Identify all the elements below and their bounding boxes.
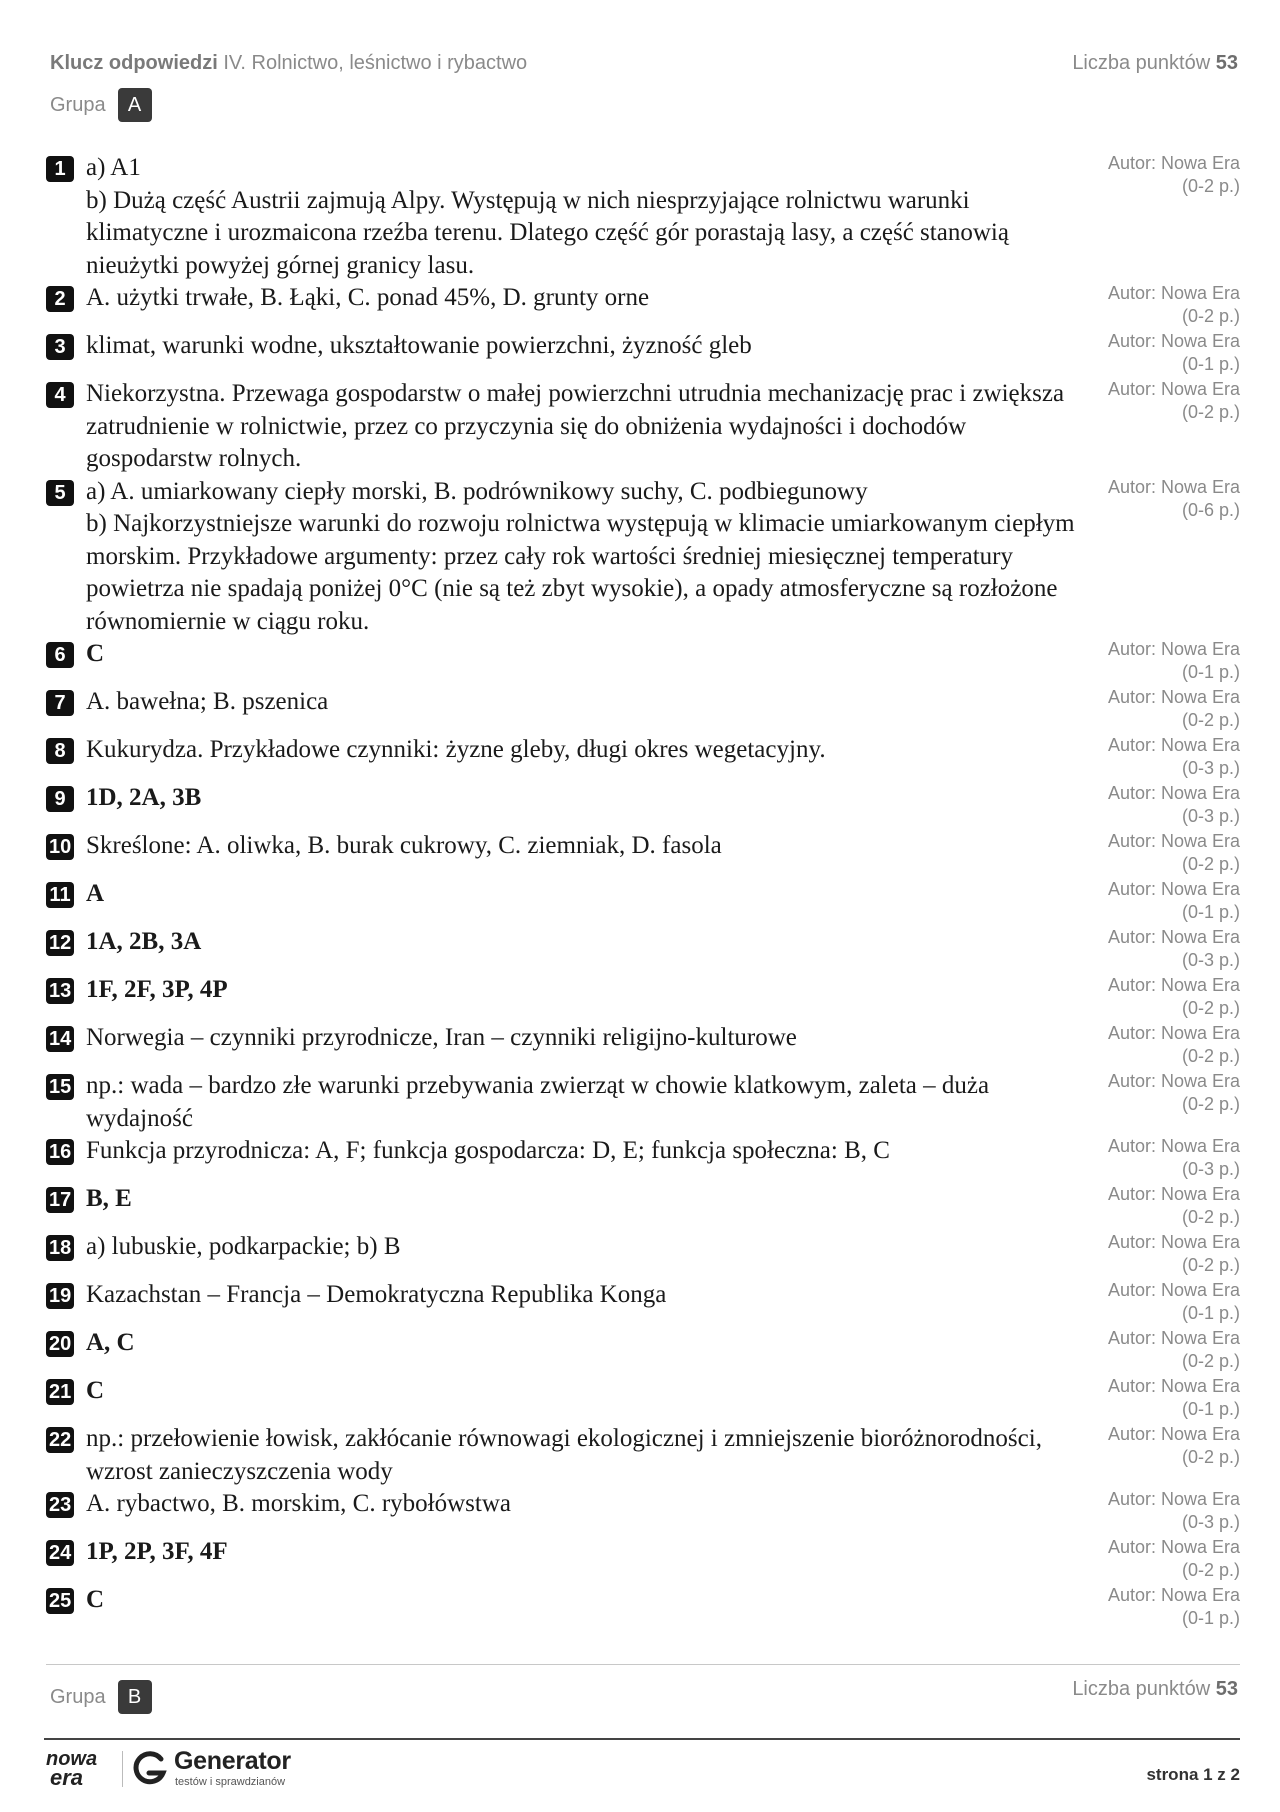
question-number-badge: 4: [46, 382, 74, 408]
answer-line: C: [86, 1377, 105, 1404]
question-number-badge: 21: [46, 1379, 74, 1405]
points-range: (0-2 p.): [1181, 854, 1240, 874]
answer-row: [46, 638, 1240, 686]
answer-meta: [1108, 330, 1240, 376]
answer-row: [46, 476, 1240, 639]
points-range: (0-1 p.): [1181, 1399, 1240, 1419]
question-number-badge: 9: [46, 786, 74, 812]
answer-text: [86, 1375, 1096, 1408]
answer-text: [86, 1183, 1096, 1216]
author-label: Autor: Nowa Era: [1107, 1424, 1240, 1444]
nowa-era-logo: [44, 1745, 114, 1795]
answer-meta: [1108, 638, 1240, 684]
points-range: (0-2 p.): [1181, 1447, 1240, 1467]
answer-row: [46, 1279, 1240, 1327]
answer-text: [86, 1536, 1096, 1569]
answer-text: [86, 830, 1096, 863]
generator-logo-text: Generator: [174, 1747, 291, 1775]
answer-text: [86, 1070, 1096, 1135]
answer-line: A. rybactwo, B. morskim, C. rybołówstwa: [86, 1490, 511, 1517]
answer-row: [46, 152, 1240, 282]
answer-text: [86, 152, 1096, 282]
answer-meta: [1108, 378, 1240, 424]
answer-line: A. użytki trwałe, B. Łąki, C. ponad 45%, D. grunty orne: [86, 284, 650, 311]
author-label: Autor: Nowa Era: [1107, 735, 1240, 755]
answer-row: [46, 1070, 1240, 1135]
answer-text: [86, 974, 1096, 1007]
answer-meta: [1108, 974, 1240, 1020]
question-number-badge: 15: [46, 1074, 74, 1100]
answer-line: a) A1: [86, 154, 141, 181]
author-label: Autor: Nowa Era: [1107, 379, 1240, 399]
answer-meta: [1108, 1423, 1240, 1469]
points-total: [1072, 52, 1238, 75]
answer-line: Niekorzystna. Przewaga gospodarstw o małej powierzchni utrudnia mechanizację prac i zwiększa zatrudnienie w rolnictwie, przez co przyczynia się do obniżenia wydajności i dochodów gospodarstw rolnych.: [86, 380, 1065, 472]
answer-line: np.: wada – bardzo złe warunki przebywania zwierząt w chowie klatkowym, zaleta – duża wydajność: [86, 1072, 990, 1132]
answer-meta: [1108, 830, 1240, 876]
answer-meta: [1108, 1327, 1240, 1373]
answer-line: b) Najkorzystniejsze warunki do rozwoju rolnictwa występują w klimacie umiarkowanym ciepłym morskim. Przykładowe argumenty: przez cały rok wartości średniej miesięcznej temperatury powietrza nie spadają poniżej 0°C (nie są też zbyt wysokie), a opady atmosferyczne są rozłożone równomiernie w ciągu roku.: [86, 510, 1075, 635]
author-label: Autor: Nowa Era: [1107, 153, 1240, 173]
answer-row: [46, 1231, 1240, 1279]
answer-line: Kukurydza. Przykładowe czynniki: żyzne gleby, długi okres wegetacyjny.: [86, 736, 826, 763]
answer-meta: [1108, 476, 1240, 522]
question-number-badge: 25: [46, 1588, 74, 1614]
author-label: Autor: Nowa Era: [1107, 879, 1240, 899]
footer-divider: [44, 1738, 1240, 1740]
points-label: Liczba punktów: [1072, 52, 1211, 74]
answer-row: [46, 878, 1240, 926]
answer-text: [86, 1022, 1096, 1055]
answer-row: [46, 974, 1240, 1022]
group-label: Grupa: [50, 93, 106, 116]
answer-text: [86, 1488, 1096, 1521]
author-label: Autor: Nowa Era: [1107, 1184, 1240, 1204]
points-range: (0-1 p.): [1181, 354, 1240, 374]
document-title: [50, 52, 527, 75]
answer-text: [86, 1327, 1096, 1360]
points-range: (0-2 p.): [1181, 1351, 1240, 1371]
question-number-badge: 6: [46, 642, 74, 668]
question-number-badge: 17: [46, 1187, 74, 1213]
question-number-badge: 13: [46, 978, 74, 1004]
answer-row: [46, 1536, 1240, 1584]
author-label: Autor: Nowa Era: [1107, 283, 1240, 303]
answer-meta: [1108, 1135, 1240, 1181]
answer-text: [86, 686, 1096, 719]
question-number-badge: 19: [46, 1283, 74, 1309]
answer-row: [46, 686, 1240, 734]
author-label: Autor: Nowa Era: [1107, 975, 1240, 995]
answer-line: Kazachstan – Francja – Demokratyczna Republika Konga: [86, 1281, 667, 1308]
author-label: Autor: Nowa Era: [1107, 687, 1240, 707]
answer-text: [86, 1231, 1096, 1264]
answer-row: [46, 1135, 1240, 1183]
author-label: Autor: Nowa Era: [1107, 476, 1240, 497]
answer-text: [86, 878, 1096, 911]
answer-row: [46, 1022, 1240, 1070]
answer-line: 1F, 2F, 3P, 4P: [86, 976, 228, 1003]
author-label: Autor: Nowa Era: [1107, 1537, 1240, 1557]
answer-row: [46, 378, 1240, 476]
group-b-points-value: 53: [1215, 1678, 1238, 1700]
question-number-badge: 14: [46, 1026, 74, 1052]
points-range: (0-3 p.): [1181, 1512, 1240, 1532]
answer-line: B, E: [86, 1185, 132, 1212]
answer-meta: [1108, 1231, 1240, 1277]
points-range: (0-3 p.): [1181, 1159, 1240, 1179]
generator-logo-subtitle: testów i sprawdzianów: [175, 1776, 286, 1788]
question-number-badge: 23: [46, 1492, 74, 1518]
points-range: (0-2 p.): [1181, 1255, 1240, 1275]
answer-row: [46, 734, 1240, 782]
question-number-badge: 12: [46, 930, 74, 956]
answer-row: [46, 1488, 1240, 1536]
answer-text: [86, 734, 1096, 767]
question-number-badge: 10: [46, 834, 74, 860]
question-number-badge: 3: [46, 334, 74, 360]
group-b-points-label: Liczba punktów: [1072, 1678, 1211, 1700]
answer-meta: [1108, 282, 1240, 328]
answer-line: 1A, 2B, 3A: [86, 928, 202, 955]
answer-text: [86, 926, 1096, 959]
answer-line: b) Dużą część Austrii zajmują Alpy. Występują w nich niesprzyjające rolnictwu warunki klimatyczne i urozmaicona rzeźba terenu. Dlatego część gór porastają lasy, a część stanowią nieużytki powyżej górnej granicy lasu.: [86, 186, 1009, 279]
answer-meta: [1108, 152, 1240, 198]
points-range: (0-2 p.): [1181, 306, 1240, 326]
answer-row: [46, 782, 1240, 830]
points-range: (0-2 p.): [1181, 998, 1240, 1018]
svg-text:nowa: nowa: [46, 1748, 98, 1770]
answer-row: [46, 1375, 1240, 1423]
points-range: (0-2 p.): [1181, 1560, 1240, 1580]
group-b-header: [50, 1674, 1238, 1714]
question-number-badge: 20: [46, 1331, 74, 1357]
points-range: (0-6 p.): [1181, 499, 1240, 520]
answer-row: [46, 1423, 1240, 1488]
author-label: Autor: Nowa Era: [1107, 831, 1240, 851]
author-label: Autor: Nowa Era: [1107, 1232, 1240, 1252]
answer-line: C: [86, 1586, 105, 1613]
answer-line: Funkcja przyrodnicza: A, F; funkcja gospodarcza: D, E; funkcja społeczna: B, C: [86, 1137, 890, 1164]
author-label: Autor: Nowa Era: [1107, 1489, 1240, 1509]
author-label: Autor: Nowa Era: [1107, 1280, 1240, 1300]
page-number: strona 1 z 2: [1146, 1765, 1240, 1784]
answer-line: a) A. umiarkowany ciepły morski, B. podrównikowy suchy, C. podbiegunowy: [86, 477, 868, 505]
question-number-badge: 16: [46, 1139, 74, 1165]
points-range: (0-3 p.): [1181, 950, 1240, 970]
answer-meta: [1108, 1584, 1240, 1630]
generator-icon: [130, 1749, 168, 1787]
question-number-badge: 11: [46, 882, 74, 908]
answer-meta: [1108, 926, 1240, 972]
answer-line: Skreślone: A. oliwka, B. burak cukrowy, C. ziemniak, D. fasola: [86, 832, 722, 859]
author-label: Autor: Nowa Era: [1107, 1376, 1240, 1396]
points-range: (0-2 p.): [1181, 1046, 1240, 1066]
author-label: Autor: Nowa Era: [1107, 1136, 1240, 1156]
answer-text: [86, 638, 1096, 671]
points-range: (0-1 p.): [1181, 902, 1240, 922]
group-b-indicator: [50, 1680, 152, 1714]
answer-meta: [1108, 1375, 1240, 1421]
answer-line: C: [86, 640, 105, 667]
points-range: (0-1 p.): [1181, 1608, 1240, 1628]
answer-row: [46, 330, 1240, 378]
author-label: Autor: Nowa Era: [1107, 1585, 1240, 1605]
title-section: IV. Rolnictwo, leśnictwo i rybactwo: [223, 52, 528, 74]
question-number-badge: 7: [46, 690, 74, 716]
divider: [46, 1664, 1240, 1665]
author-label: Autor: Nowa Era: [1107, 1023, 1240, 1043]
svg-text:era: era: [50, 1765, 84, 1790]
question-number-badge: 22: [46, 1427, 74, 1453]
answer-row: [46, 1327, 1240, 1375]
answer-line: 1P, 2P, 3F, 4F: [86, 1538, 228, 1565]
points-range: (0-3 p.): [1181, 758, 1240, 778]
answer-meta: [1108, 782, 1240, 828]
title-bold: Klucz odpowiedzi: [50, 52, 218, 74]
question-number-badge: 18: [46, 1235, 74, 1261]
points-range: (0-2 p.): [1181, 710, 1240, 730]
answer-meta: [1108, 734, 1240, 780]
page-footer: [44, 1745, 1240, 1795]
answer-row: [46, 282, 1240, 330]
answer-text: [86, 1584, 1096, 1617]
answer-text: [86, 378, 1096, 476]
answer-meta: [1108, 1183, 1240, 1229]
logo-divider: [122, 1751, 123, 1787]
answer-line: 1D, 2A, 3B: [86, 784, 202, 811]
answer-meta: [1108, 1536, 1240, 1582]
answer-list: [46, 152, 1240, 1632]
answer-line: A. bawełna; B. pszenica: [86, 688, 329, 715]
points-range: (0-3 p.): [1181, 806, 1240, 826]
answer-line: Norwegia – czynniki przyrodnicze, Iran – czynniki religijno-kulturowe: [86, 1024, 797, 1051]
answer-text: [86, 1135, 1096, 1168]
points-range: (0-2 p.): [1181, 1094, 1240, 1114]
question-number-badge: 5: [46, 480, 74, 506]
question-number-badge: 24: [46, 1540, 74, 1566]
answer-text: [86, 282, 1096, 315]
answer-row: [46, 926, 1240, 974]
question-number-badge: 1: [46, 156, 74, 182]
answer-line: A, C: [86, 1329, 135, 1356]
answer-meta: [1108, 1070, 1240, 1116]
group-indicator: [50, 88, 152, 122]
author-label: Autor: Nowa Era: [1107, 1071, 1240, 1091]
answer-meta: [1108, 878, 1240, 924]
points-range: (0-1 p.): [1181, 1303, 1240, 1323]
answer-text: [86, 782, 1096, 815]
answer-meta: [1108, 1488, 1240, 1534]
author-label: Autor: Nowa Era: [1107, 639, 1240, 659]
answer-line: np.: przełowienie łowisk, zakłócanie równowagi ekologicznej i zmniejszenie bioróżnorodności, wzrost zanieczyszczenia wody: [86, 1425, 1042, 1485]
page-header: [50, 50, 1238, 126]
answer-text: [86, 330, 1096, 363]
group-badge: A: [118, 88, 152, 122]
answer-row: [46, 830, 1240, 878]
question-number-badge: 2: [46, 286, 74, 312]
points-value: 53: [1215, 52, 1238, 74]
answer-text: [86, 1423, 1096, 1488]
answer-meta: [1108, 686, 1240, 732]
group-b-label: Grupa: [50, 1685, 106, 1708]
points-range: (0-2 p.): [1181, 176, 1240, 196]
group-b-points-total: [1072, 1678, 1238, 1701]
answer-row: [46, 1183, 1240, 1231]
points-range: (0-2 p.): [1181, 402, 1240, 422]
answer-text: [86, 1279, 1096, 1312]
author-label: Autor: Nowa Era: [1107, 331, 1240, 351]
answer-meta: [1108, 1022, 1240, 1068]
author-label: Autor: Nowa Era: [1107, 1328, 1240, 1348]
answer-row: [46, 1584, 1240, 1632]
answer-line: A: [86, 880, 105, 907]
points-range: (0-1 p.): [1181, 662, 1240, 682]
answer-line: klimat, warunki wodne, ukształtowanie powierzchni, żyzność gleb: [86, 332, 752, 359]
author-label: Autor: Nowa Era: [1107, 927, 1240, 947]
answer-line: a) lubuskie, podkarpackie; b) B: [86, 1233, 401, 1260]
author-label: Autor: Nowa Era: [1107, 783, 1240, 803]
points-range: (0-2 p.): [1181, 1207, 1240, 1227]
answer-text: [86, 476, 1096, 639]
group-b-badge: B: [118, 1680, 152, 1714]
question-number-badge: 8: [46, 738, 74, 764]
generator-logo: [130, 1745, 330, 1795]
answer-meta: [1108, 1279, 1240, 1325]
